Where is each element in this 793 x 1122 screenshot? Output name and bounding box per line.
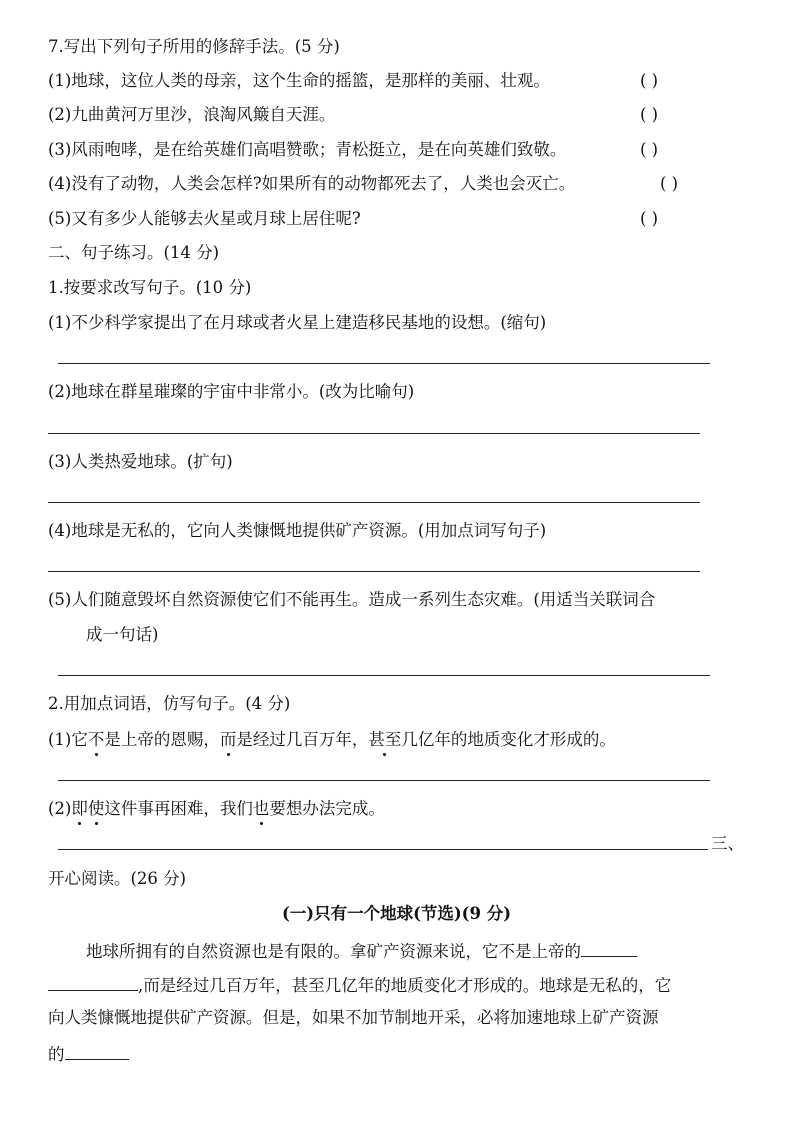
q7-answer-2[interactable]: ( ) — [640, 105, 659, 124]
passage-line-3: 向人类慷慨地提供矿产资源。但是，如果不加节制地开采，必将加速地球上矿产资源 — [48, 1008, 659, 1027]
dotted-word — [71, 799, 104, 818]
dotted-word: 而 — [219, 730, 237, 749]
rewrite-item-1: (1)不少科学家提出了在月球或者火星上建造移民基地的设想。(缩句) — [48, 313, 547, 332]
section2-q1-title: 1.按要求改写句子。(10 分) — [48, 278, 252, 297]
passage-line-2 — [48, 972, 758, 997]
passage-text: 地球所拥有的自然资源也是有限的。拿矿产资源来说，它不是上帝的 — [86, 942, 581, 961]
q7-answer-4[interactable]: ( ) — [660, 174, 679, 193]
q7-title: 7.写出下列句子所用的修辞手法。(5 分) — [48, 37, 340, 56]
dotted-word: 甚至 — [368, 730, 402, 749]
rewrite-item-4: (4)地球是无私的，它向人类慷慨地提供矿产资源。(用加点词写句子) — [48, 521, 547, 540]
q7-answer-5[interactable]: ( ) — [640, 209, 659, 228]
answer-line-5[interactable] — [58, 675, 710, 676]
sentence-text: 这件事再困难，我们 — [104, 799, 253, 818]
passage-line-4 — [48, 1041, 758, 1066]
fill-blank-1[interactable] — [581, 938, 637, 957]
passage-text: 的 — [48, 1045, 65, 1064]
sentence-text: (1)它 — [48, 730, 88, 749]
fill-blank-1-cont[interactable] — [48, 972, 138, 991]
sentence-text: 几亿年的地质变化才形成的。 — [401, 730, 616, 749]
dotted-char: 使 — [87, 799, 105, 818]
section2-title: 二、句子练习。(14 分) — [48, 243, 220, 262]
sentence-text: (2) — [48, 799, 72, 818]
fill-blank-2[interactable] — [65, 1041, 129, 1060]
rewrite-item-3: (3)人类热爱地球。(扩句) — [48, 452, 233, 471]
passage-title: (一)只有一个地球(节选)(9 分) — [281, 904, 512, 923]
section3-title: 开心阅读。(26 分) — [48, 869, 187, 888]
passage-text: ,而是经过几百万年，甚至几亿年的地质变化才形成的。地球是无私的，它 — [138, 976, 672, 995]
q7-answer-1[interactable]: ( ) — [640, 71, 659, 90]
q7-item-4: (4)没有了动物，人类会怎样?如果所有的动物都死去了，人类也会灭亡。 — [48, 174, 576, 193]
dotted-char: 即 — [71, 799, 88, 818]
dotted-word: 不 — [87, 730, 105, 749]
q7-item-1: (1)地球，这位人类的母亲，这个生命的摇篮，是那样的美丽、壮观。 — [48, 71, 550, 90]
dotted-word: 也 — [252, 799, 270, 818]
answer-line-1[interactable] — [58, 363, 710, 364]
q7-item-5: (5)又有多少人能够去火星或月球上居住呢? — [48, 209, 361, 228]
rewrite-item-5: (5)人们随意毁坏自然资源使它们不能再生。造成一系列生态灾难。(用适当关联词合 — [48, 590, 656, 609]
imitation-sentence-1 — [48, 729, 616, 751]
answer-line-4[interactable] — [48, 571, 700, 572]
answer-line-3[interactable] — [48, 502, 700, 503]
q7-answer-3[interactable]: ( ) — [640, 140, 659, 159]
rewrite-item-2: (2)地球在群星璀璨的宇宙中非常小。(改为比喻句) — [48, 382, 415, 401]
sentence-text: 要想办法完成。 — [269, 799, 385, 818]
imitation-sentence-2 — [48, 798, 385, 820]
rewrite-item-5-cont: 成一句话) — [86, 625, 159, 644]
section2-q2-title: 2.用加点词语，仿写句子。(4 分) — [48, 694, 291, 713]
passage-line-1 — [86, 938, 793, 963]
q7-item-3: (3)风雨咆哮，是在给英雄们高唱赞歌；青松挺立，是在向英雄们致敬。 — [48, 140, 567, 159]
section3-title-start: 三、 — [711, 834, 744, 853]
sentence-text: 是上帝的恩赐， — [104, 730, 220, 749]
answer-line-7[interactable] — [58, 849, 708, 850]
answer-line-6[interactable] — [58, 780, 710, 781]
q7-item-2: (2)九曲黄河万里沙，浪淘风簸自天涯。 — [48, 105, 336, 124]
sentence-text: 是经过几百万年， — [236, 730, 369, 749]
answer-line-2[interactable] — [48, 433, 700, 434]
